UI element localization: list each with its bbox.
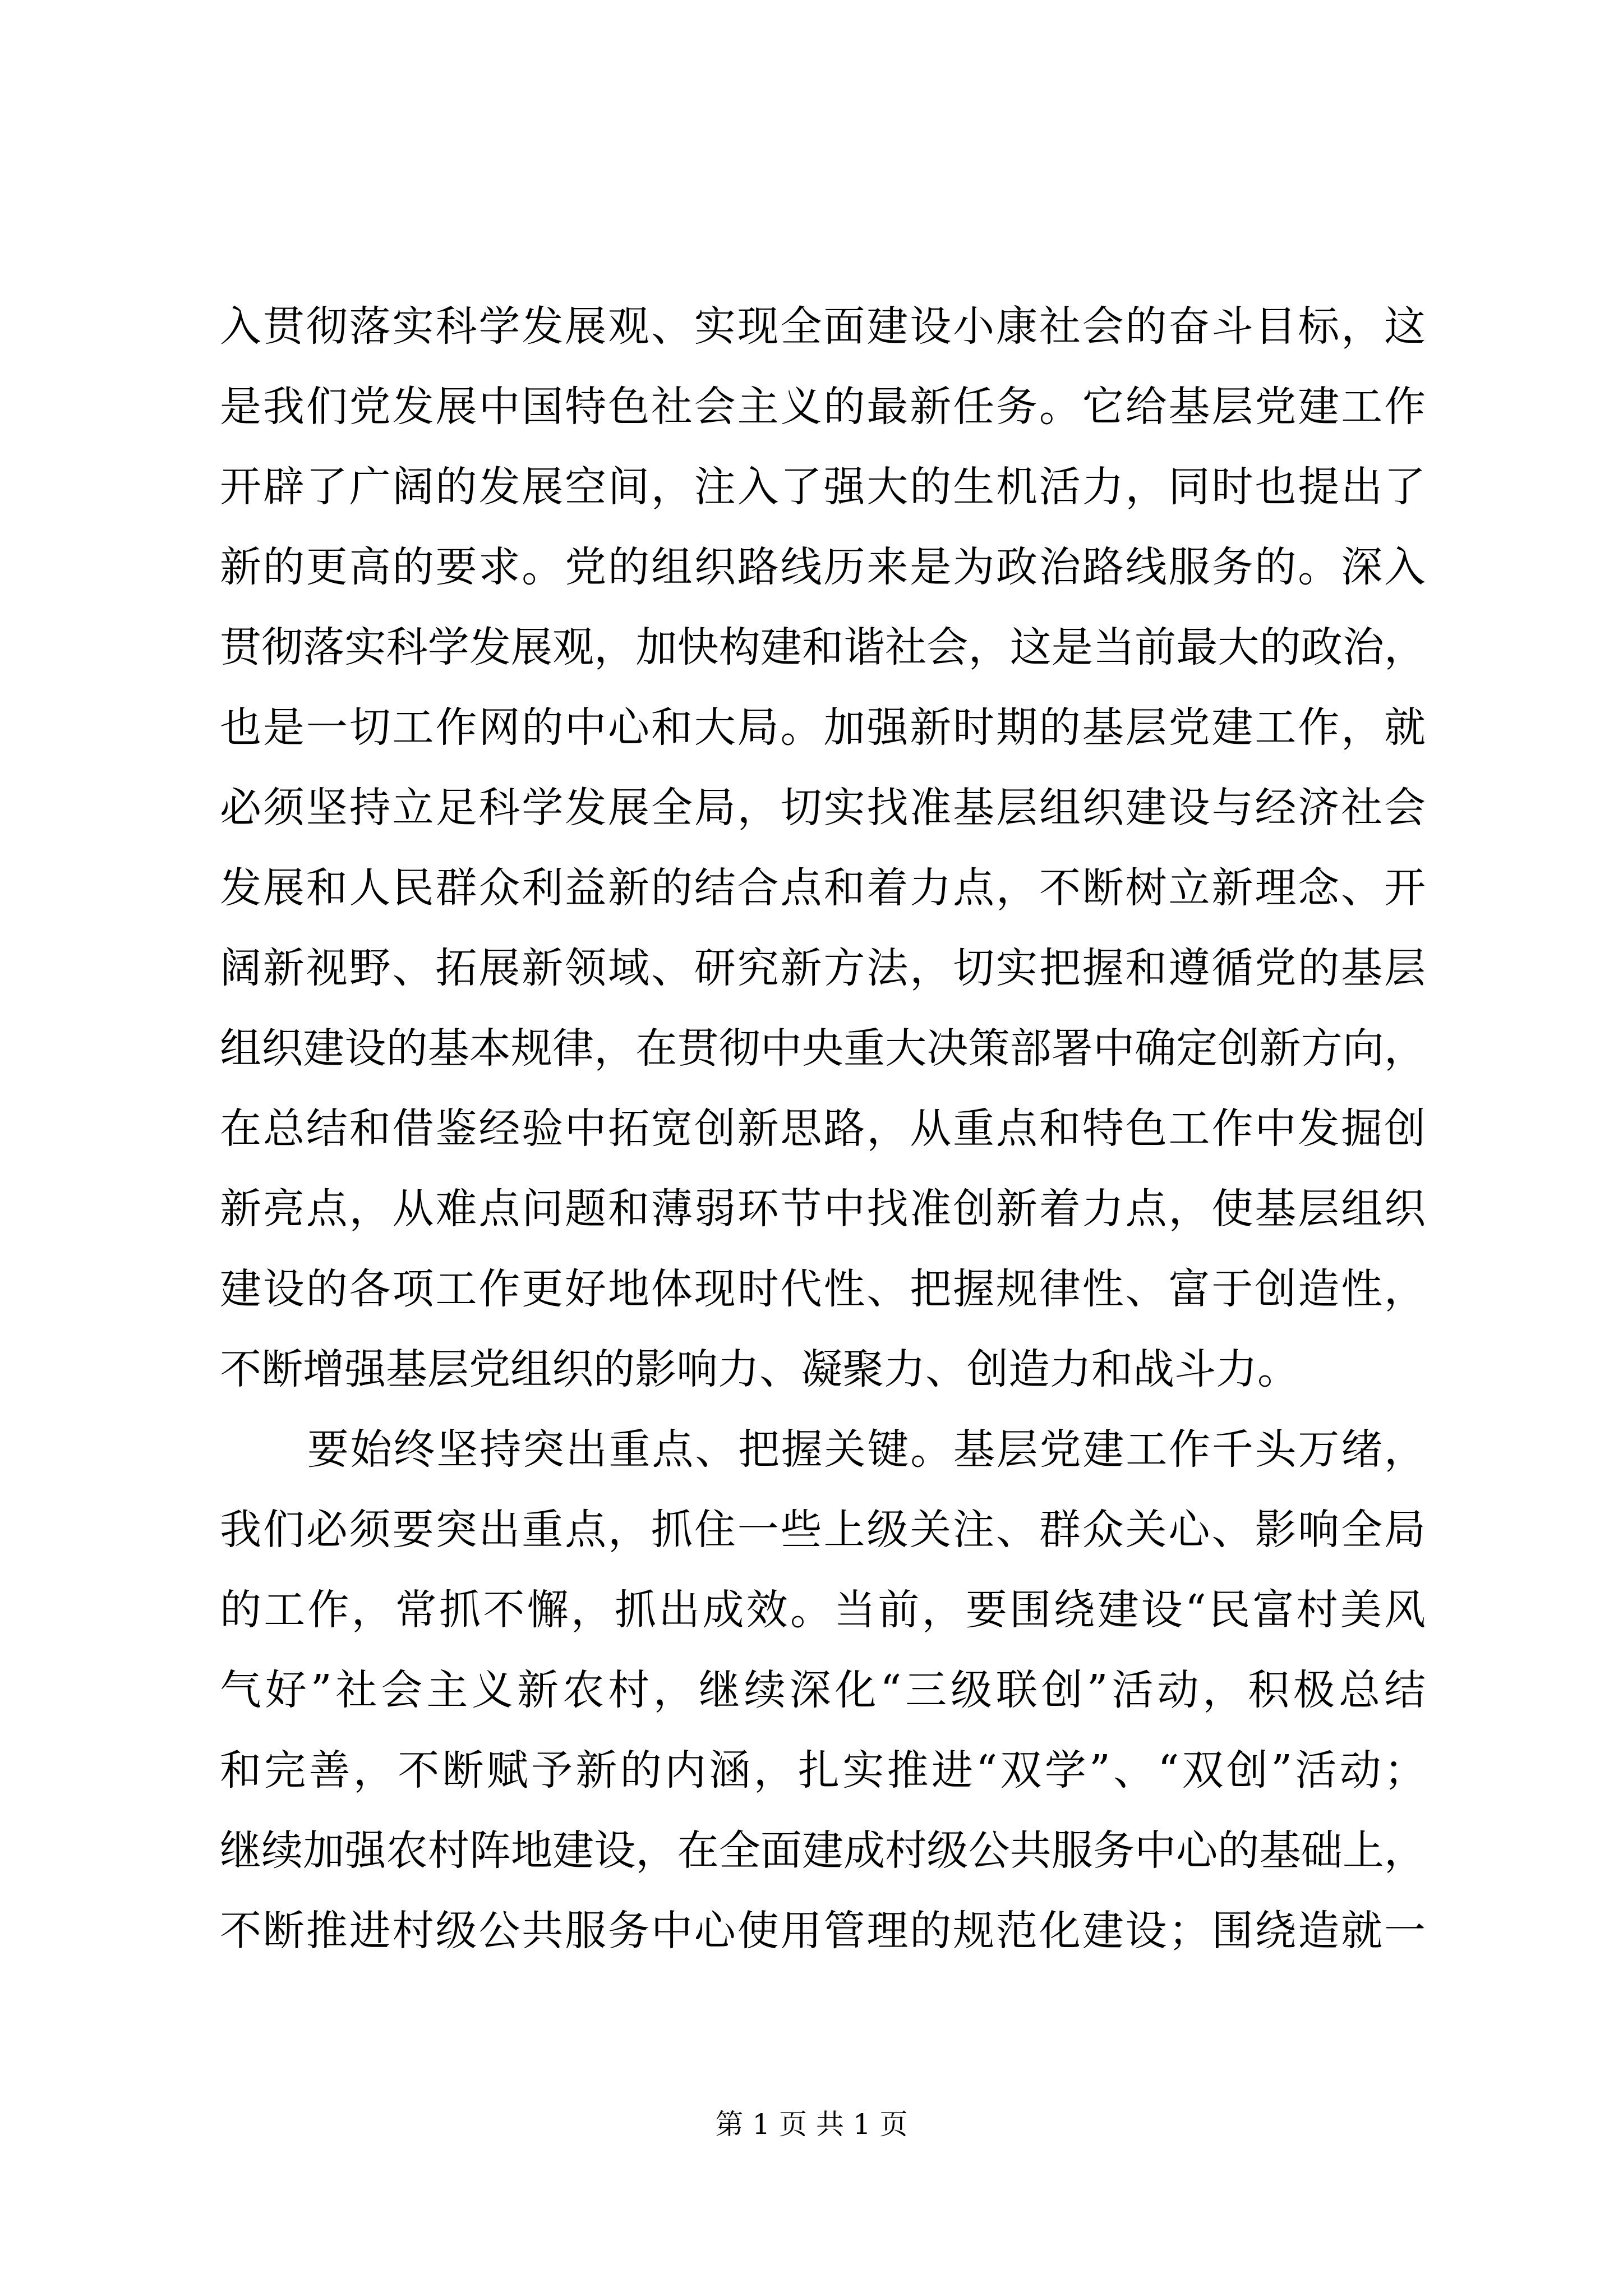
text-line-9: 阔新视野、拓展新领域、研究新方法，切实把握和遵循党的基层 xyxy=(220,944,1426,992)
text-line-12: 新亮点，从难点问题和薄弱环节中找准创新着力点，使基层组织 xyxy=(220,1185,1426,1233)
text-line-4: 新的更高的要求。党的组织路线历来是为政治路线服务的。深入 xyxy=(220,543,1426,591)
text-line-16: 我们必须要突出重点，抓住一些上级关注、群众关心、影响全局 xyxy=(220,1506,1426,1554)
text-line-18: 气好”社会主义新农村，继续深化“三级联创”活动，积极总结 xyxy=(220,1666,1426,1714)
text-line-5: 贯彻落实科学发展观，加快构建和谐社会，这是当前最大的政治， xyxy=(220,623,1426,671)
text-line-20: 继续加强农村阵地建设，在全面建成村级公共服务中心的基础上， xyxy=(220,1826,1426,1875)
text-line-13: 建设的各项工作更好地体现时代性、把握规律性、富于创造性， xyxy=(220,1265,1426,1313)
text-line-10: 组织建设的基本规律，在贯彻中央重大决策部署中确定创新方向， xyxy=(220,1024,1426,1073)
text-line-6: 也是一切工作网的中心和大局。加强新时期的基层党建工作，就 xyxy=(220,703,1426,752)
text-line-2: 是我们党发展中国特色社会主义的最新任务。它给基层党建工作 xyxy=(220,383,1426,431)
page-footer: 第 1 页 共 1 页 xyxy=(715,2108,908,2141)
text-line-3: 开辟了广阔的发展空间，注入了强大的生机活力，同时也提出了 xyxy=(220,463,1426,511)
text-line-7: 必须坚持立足科学发展全局，切实找准基层组织建设与经济社会 xyxy=(220,784,1426,832)
text-line-1: 入贯彻落实科学发展观、实现全面建设小康社会的奋斗目标，这 xyxy=(220,302,1426,351)
text-line-19: 和完善，不断赋予新的内涵，扎实推进“双学”、“双创”活动； xyxy=(220,1746,1426,1795)
text-line-15: 要始终坚持突出重点、把握关键。基层党建工作千头万绪， xyxy=(307,1425,1426,1474)
text-line-14: 不断增强基层党组织的影响力、凝聚力、创造力和战斗力。 xyxy=(220,1345,1299,1393)
text-line-21: 不断推进村级公共服务中心使用管理的规范化建设；围绕造就一 xyxy=(220,1907,1426,1955)
text-line-8: 发展和人民群众利益新的结合点和着力点，不断树立新理念、开 xyxy=(220,864,1426,912)
text-line-11: 在总结和借鉴经验中拓宽创新思路，从重点和特色工作中发掘创 xyxy=(220,1105,1426,1153)
text-line-17: 的工作，常抓不懈，抓出成效。当前，要围绕建设“民富村美风 xyxy=(220,1586,1426,1634)
